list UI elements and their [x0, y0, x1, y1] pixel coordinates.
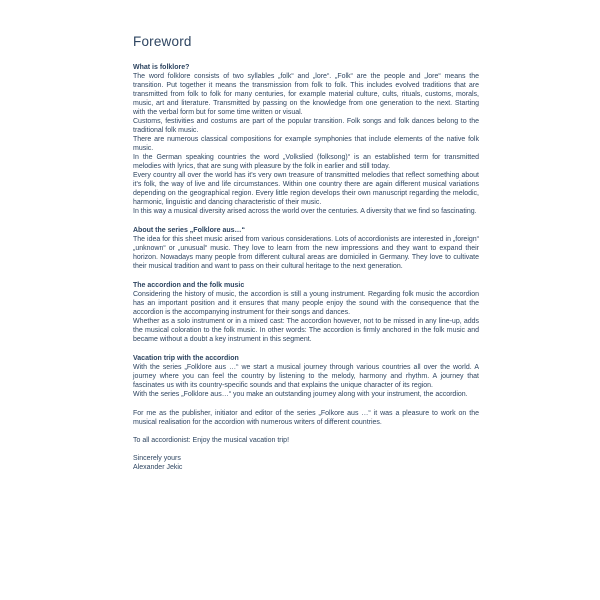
paragraph: Customs, festivities and costums are part of the popular transition. Folk songs and folk dances belong to the traditional folk music. — [133, 118, 479, 134]
paragraph: Whether as a solo instrument or in a mixed cast: The accordion however, not to be missed in any line-up, adds the musical coloration to the folk music. In other words: The accordion is firmly anchored in the folk music and became without a doubt a key instrument in this segment. — [133, 318, 479, 343]
call-to-action: To all accordionist: Enjoy the musical vacation trip! — [133, 437, 290, 444]
paragraph: The word folklore consists of two syllables „folk“ and „lore“. „Folk“ are the people and „lore“ means the transition. Put together it means the transmission from folk to folk. This includes evolved traditions that are transmitted from folk to folk for many centuries, for example material culture, cults, rituals, customs, morals, music, art and literature. Transmitted by passing on the knowledge from one generation to the next. Starting with the verbal form but for some time written or visual. — [133, 73, 479, 116]
section-vacation-trip — [133, 354, 479, 399]
paragraph: Every country all over the world has it's very own treasure of transmitted melodies that reflect something about it's folk, the way of live and life circumstances. Within one country there are again different musical variations depending on the geographical region. Every little region develops their own manuscript regarding the melodic, harmonic, linguistic and dancing characteristic of their music. — [133, 172, 479, 206]
paragraph: There are numerous classical compositions for example symphonies that include elements of the native folk music. — [133, 136, 479, 152]
paragraph: In this way a musical diversity arised across the world over the centuries. A diversity that we find so fascinating. — [133, 208, 477, 215]
section-accordion-and-folk-music — [133, 281, 479, 344]
paragraph: With the series „Folklore aus …“ we start a musical journey through various countries all over the world. A journey where you can feel the country by listening to the melody, harmony and rhythm. A journey that fascinates us with its country-specific sounds and that explains the unique character of its region. — [133, 364, 479, 389]
section-heading-about-the-series: About the series „Folklore aus…“ — [133, 227, 246, 234]
publisher-note: For me as the publisher, initiator and editor of the series „Folkore aus …“ it was a pleasure to work on the musical realisation for the accordion with numerous writers of different countries. — [133, 410, 479, 426]
paragraph: The idea for this sheet music arised from various considerations. Lots of accordionists are interested in „foreign“ „unknown“ or „unusual“ music. They love to learn from the new impressions and they want to expand their horizon. Nowadays many people from different cultural areas are domiciled in Germany. They love to cultivate their musical tradition and want to pass on their cultural heritage to the next generation. — [133, 236, 479, 270]
closing-block — [133, 409, 479, 472]
paragraph: In the German speaking countries the word „Volkslied (folksong)“ is an established term for transmitted melodies with lyrics, that are sung with pleasure by the folk in earlier and still today. — [133, 154, 479, 170]
section-heading-accordion-and-folk-music: The accordion and the folk music — [133, 282, 245, 289]
paragraph: With the series „Folklore aus…“ you make an outstanding journey along with your instrument, the accordion. — [133, 391, 468, 398]
section-heading-vacation-trip: Vacation trip with the accordion — [133, 355, 239, 362]
foreword-content — [133, 34, 479, 472]
signature: Alexander Jekic — [133, 464, 183, 471]
section-heading-what-is-folklore: What is folklore? — [133, 64, 190, 71]
paragraph: Considering the history of music, the accordion is still a young instrument. Regarding folk music the accordion has an important position and it ensures that many people enjoy the sound with the consequence that the accordion is the accompanying instrument for their songs and dances. — [133, 291, 479, 316]
section-about-the-series — [133, 226, 479, 271]
section-what-is-folklore — [133, 63, 479, 216]
page-title: Foreword — [133, 34, 192, 49]
signoff: Sincerely yours — [133, 455, 181, 462]
